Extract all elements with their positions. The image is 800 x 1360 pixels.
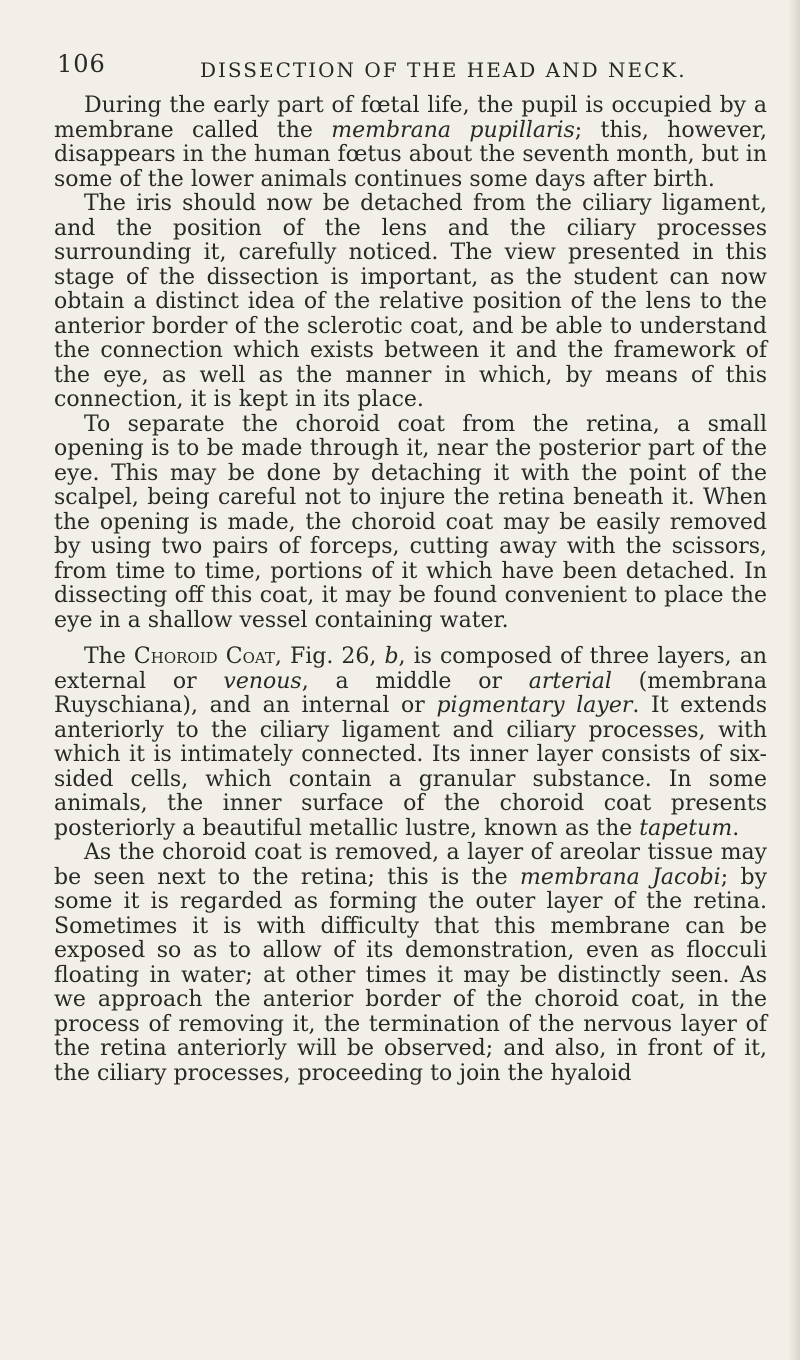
p4-text-c: , Fig. 26, <box>274 644 385 669</box>
page-header <box>54 50 767 94</box>
p1-text-a: During the early part of fœtal life, the pupil is occupied by a membrane called the <box>54 93 767 143</box>
book-page <box>54 50 767 1086</box>
p1-text-c: ; this, however, disappears in the human fœtus about the seventh month, but in some of the lower animals continues some days after birth. <box>54 117 767 192</box>
page-edge-shadow <box>788 0 800 1360</box>
paragraph-1 <box>54 94 767 192</box>
p4-text-e: , is composed of three layers, an external or <box>54 644 767 694</box>
paragraph-2: The iris should now be detached from the ciliary ligament, and the position of the lens and the ciliary processes surrounding it, carefully noticed. The view presented in this stage of the dissection is important, as the student can now obtain a distinct idea of the relative position of the lens to the anterior border of the sclerotic coat, and be able to understand the connection which exists between it and the framework of the eye, as well as the manner in which, by means of this connection, it is kept in its place. <box>54 191 767 412</box>
p5-text-c: ; by some it is regarded as forming the outer layer of the retina. Sometimes it is with difficulty that this membrane can be exposed so as to allow of its demonstration, even as flocculi floating in water; at other times it may be distinctly seen. As we approach the anterior border of the choroid coat, in the process of removing it, the termination of the nervous layer of the retina anteriorly will be observed; and also, in front of it, the ciliary processes, proceeding to join the hyaloid <box>54 864 767 1086</box>
p4-term-tapetum: tapetum <box>639 815 733 841</box>
p4-text-m: . <box>732 815 740 841</box>
p4-heading-choroid-coat: Choroid Coat <box>133 644 275 669</box>
paragraph-3: To separate the choroid coat from the retina, a small opening is to be made through it, near the posterior part of the eye. This may be done by detaching it with the point of the scalpel, being careful not to injure the retina beneath it. When the opening is made, the choroid coat may be easily removed by using two pairs of forceps, cutting away with the scissors, from time to time, portions of it which have been detached. In dissecting off this coat, it may be found convenient to place the eye in a shallow vessel containing water. <box>54 411 767 633</box>
p4-fig-letter: b <box>384 644 399 669</box>
p1-term-membrana-pupillaris: membrana pupillaris <box>331 117 575 143</box>
p4-text-i: (membrana Ruyschiana), and an internal or <box>54 668 767 718</box>
p5-text-a: As the choroid coat is removed, a layer of areolar tissue may be seen next to the retina; this is the <box>54 840 767 890</box>
p4-term-pigmentary-layer: pigmentary layer <box>436 693 633 718</box>
paragraph-5 <box>54 841 767 1086</box>
running-head: DISSECTION OF THE HEAD AND NECK. <box>200 58 687 82</box>
p4-text-g: , a middle or <box>301 668 529 694</box>
p4-term-venous: venous <box>223 668 302 694</box>
paragraph-4 <box>54 645 767 841</box>
page-body <box>54 94 767 1086</box>
page-number: 106 <box>57 50 106 78</box>
p4-text-k: . It extends anteriorly to the ciliary ligament and ciliary processes, with which it is intimately connected. Its inner layer consists of six-sided cells, which contain a granular substance. In some animals, the inner surface of the choroid coat presents posteriorly a beautiful metallic lustre, known as the <box>54 693 767 841</box>
p5-term-membrana-jacobi: membrana Jacobi <box>520 864 721 890</box>
p4-text-a: The <box>84 644 134 669</box>
p4-term-arterial: arterial <box>528 668 612 694</box>
